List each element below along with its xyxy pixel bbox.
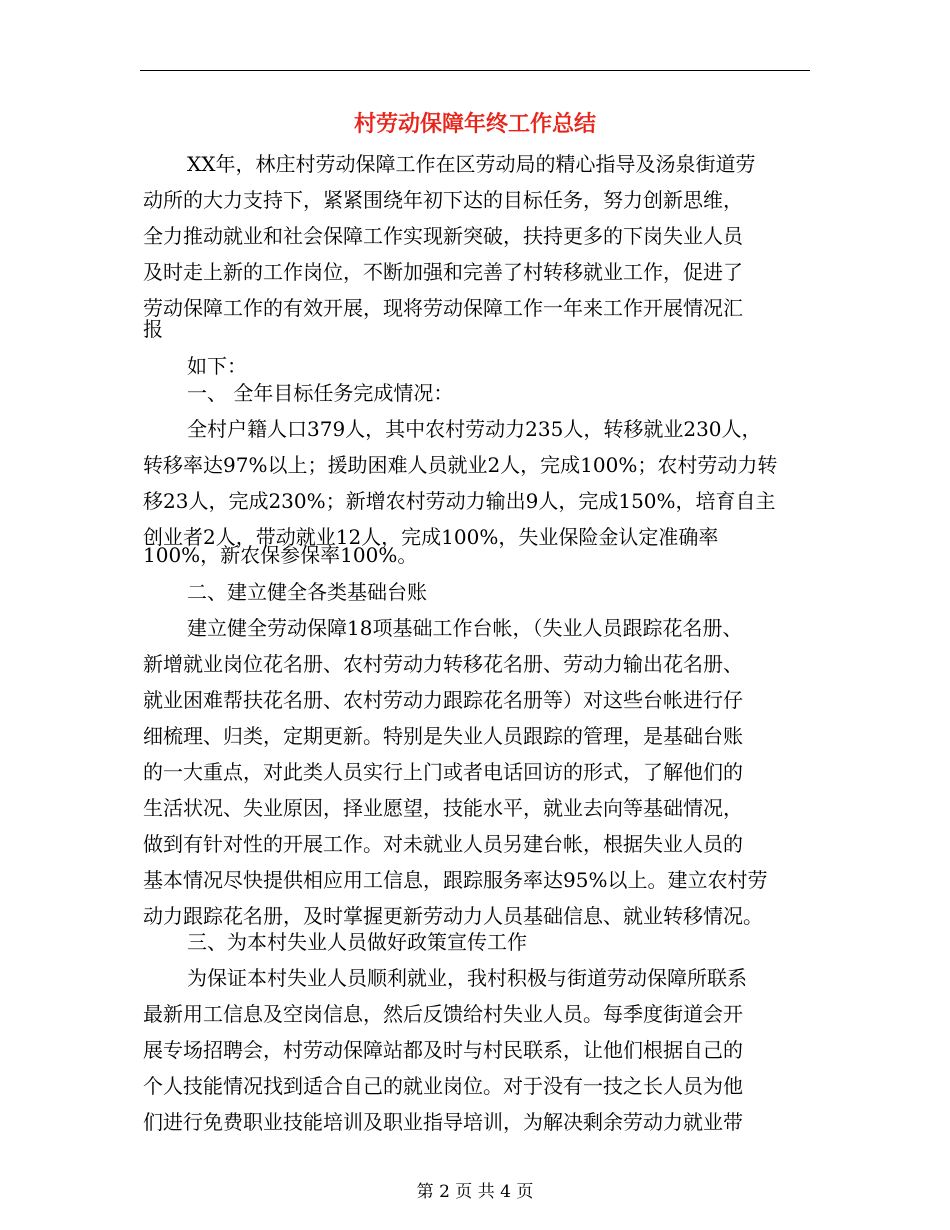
- body-line: 们进行免费职业技能培训及职业指导培训，为解决剩余劳动力就业带: [143, 1110, 743, 1134]
- page-number-footer: 第 2 页 共 4 页: [416, 1182, 534, 1202]
- body-line: 动所的大力支持下，紧紧围绕年初下达的目标任务，努力创新思维，: [143, 188, 743, 212]
- body-line: 建立健全劳动保障18项基础工作台帐，（失业人员跟踪花名册、: [187, 616, 743, 640]
- body-line: 移23人，完成230%；新增农村劳动力输出9人，完成150%，培育自主: [143, 489, 776, 513]
- body-line: 就业困难帮扶花名册、农村劳动力跟踪花名册等）对这些台帐进行仔: [143, 688, 743, 712]
- body-line: 转移率达97%以上；援助困难人员就业2人，完成100%；农村劳动力转: [143, 453, 778, 477]
- body-line: 全力推动就业和社会保障工作实现新突破，扶持更多的下岗失业人员: [143, 224, 743, 248]
- body-line: 新增就业岗位花名册、农村劳动力转移花名册、劳动力输出花名册、: [143, 652, 743, 676]
- body-line: 及时走上新的工作岗位，不断加强和完善了村转移就业工作，促进了: [143, 260, 743, 284]
- body-line: 二、建立健全各类基础台账: [187, 580, 427, 604]
- body-line: 报: [143, 317, 163, 341]
- body-line: 细梳理、归类，定期更新。特别是失业人员跟踪的管理，是基础台账: [143, 724, 743, 748]
- body-line: 一、 全年目标任务完成情况：: [187, 381, 454, 405]
- body-line: 创业者2人，带动就业12人，完成100%，失业保险金认定准确率: [143, 525, 719, 549]
- header-rule: [140, 70, 810, 71]
- body-line: 做到有针对性的开展工作。对未就业人员另建台帐，根据失业人员的: [143, 832, 743, 856]
- body-line: XX年，林庄村劳动保障工作在区劳动局的精心指导及汤泉街道劳: [187, 152, 756, 176]
- body-line: 展专场招聘会，村劳动保障站都及时与村民联系，让他们根据自己的: [143, 1038, 743, 1062]
- body-line: 生活状况、失业原因，择业愿望，技能水平，就业去向等基础情况，: [143, 796, 743, 820]
- body-line: 100%，新农保参保率100%。: [143, 543, 418, 567]
- body-line: 个人技能情况找到适合自己的就业岗位。对于没有一技之长人员为他: [143, 1074, 743, 1098]
- body-line: 动力跟踪花名册，及时掌握更新劳动力人员基础信息、就业转移情况。: [143, 904, 763, 928]
- document-title: 村劳动保障年终工作总结: [353, 112, 596, 137]
- body-line: 的一大重点，对此类人员实行上门或者电话回访的形式，了解他们的: [143, 760, 743, 784]
- body-line: 全村户籍人口379人，其中农村劳动力235人，转移就业230人，: [187, 417, 762, 441]
- body-line: 劳动保障工作的有效开展，现将劳动保障工作一年来工作开展情况汇: [143, 296, 743, 320]
- body-line: 基本情况尽快提供相应用工信息，跟踪服务率达95%以上。建立农村劳: [143, 868, 768, 892]
- body-line: 为保证本村失业人员顺利就业，我村积极与街道劳动保障所联系: [187, 966, 747, 990]
- body-line: 最新用工信息及空岗信息，然后反馈给村失业人员。每季度街道会开: [143, 1002, 743, 1026]
- body-line: 三、为本村失业人员做好政策宣传工作: [187, 930, 527, 954]
- body-line: 如下：: [187, 354, 247, 378]
